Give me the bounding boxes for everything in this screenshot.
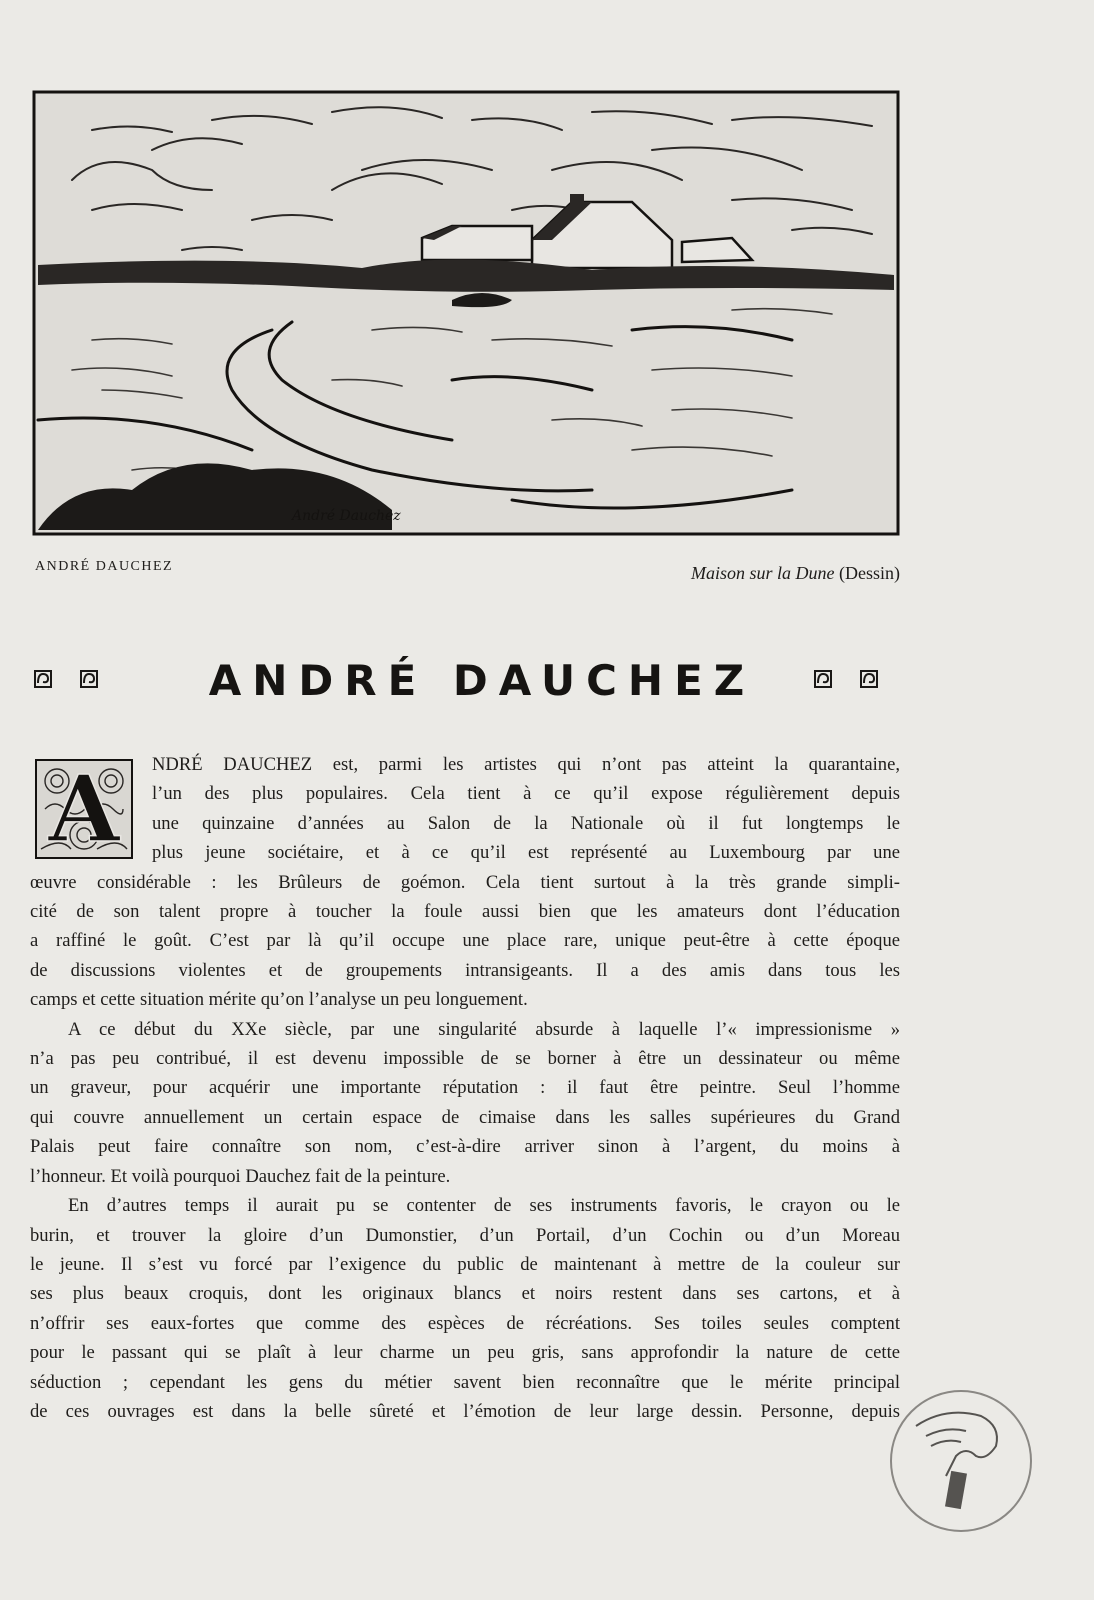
paragraph-2 (30, 1015, 900, 1191)
text-line: le jeune. Il s’est vu forcé par l’exigence du public de maintenant à mettre de la couleur sur (30, 1253, 900, 1275)
ornament-icon (34, 670, 52, 688)
svg-text:André Dauchez: André Dauchez (292, 508, 401, 524)
text-line: ses plus beaux croquis, dont les originaux blancs et noirs restent dans ses cartons, et à (30, 1283, 900, 1305)
paragraph-3 (30, 1191, 900, 1426)
article-body (30, 750, 900, 1426)
text-line: une quinzaine d’années au Salon de la Nationale où il fut longtemps le (152, 812, 900, 834)
text-line: un graveur, pour acquérir une importante réputation : il faut être peintre. Seul l’homme (30, 1077, 900, 1099)
drop-cap-letter: A (48, 759, 120, 859)
paragraph-1 (30, 750, 900, 1015)
ornament-icon (860, 670, 878, 688)
ornament-icon (80, 670, 98, 688)
text-line: séduction ; cependant les gens du métier savent bien reconnaître que le mérite principal (30, 1371, 900, 1393)
ornament-icon (814, 670, 832, 688)
text-line: de ces ouvrages est dans la belle sûreté et l’émotion de leur large dessin. Personne, depuis (30, 1400, 900, 1422)
text-line: burin, et trouver la gloire d’un Dumonstier, d’un Portail, d’un Cochin ou d’un Moreau (30, 1224, 900, 1246)
text-line: pour le passant qui se plaît à leur charme un peu gris, sans approfondir la nature de cette (30, 1342, 900, 1364)
text-line: plus jeune sociétaire, et à ce qu’il est représenté au Luxembourg par une (152, 842, 900, 864)
text-line: n’a pas peu contribué, il est devenu impossible de se borner à être un dessinateur ou même (30, 1048, 900, 1070)
caption-work-medium: (Dessin) (839, 563, 900, 583)
text-line: camps et cette situation mérite qu’on l’analyse un peu longuement. (30, 989, 528, 1011)
text-line: cité de son talent propre à toucher la foule aussi bien que les amateurs dont l’éducation (30, 901, 900, 923)
text-line: NDRÉ DAUCHEZ est, parmi les artistes qui n’ont pas atteint la quarantaine, (152, 754, 900, 775)
title-row (30, 656, 900, 706)
text-line: En d’autres temps il aurait pu se contenter de ses instruments favoris, le crayon ou le (68, 1195, 900, 1217)
text-line: de discussions violentes et de groupements intransigeants. Il a des amis dans tous les (30, 959, 900, 981)
caption-artist: ANDRÉ DAUCHEZ (35, 559, 174, 574)
caption-work (691, 563, 900, 584)
text-line: l’honneur. Et voilà pourquoi Dauchez fait de la peinture. (30, 1165, 451, 1187)
text-line: Palais peut faire connaître son nom, c’est-à-dire arriver sinon à l’argent, du moins à (30, 1136, 900, 1158)
text-line: œuvre considérable : les Brûleurs de goémon. Cela tient surtout à la très grande simpli- (30, 871, 900, 893)
text-line: qui couvre annuellement un certain espace de cimaise dans les salles supérieures du Grand (30, 1106, 900, 1128)
text-line: a raffiné le goût. C’est par là qu’il occupe une place rare, unique peut-être à cette époque (30, 930, 900, 952)
text-line: l’un des plus populaires. Cela tient à ce qu’il expose régulièrement depuis (152, 783, 900, 805)
page-title: ANDRÉ DAUCHEZ (208, 656, 756, 705)
text-line: n’offrir ses eaux-fortes que comme des espèces de récréations. Ses toiles seules comptent (30, 1312, 900, 1334)
hand-stamp-icon (886, 1386, 1036, 1536)
text-line: A ce début du XXe siècle, par une singularité absurde à laquelle l’« impressionisme » (68, 1018, 900, 1040)
illustration-maison-sur-la-dune (32, 90, 900, 536)
caption-work-title: Maison sur la Dune (691, 563, 835, 583)
